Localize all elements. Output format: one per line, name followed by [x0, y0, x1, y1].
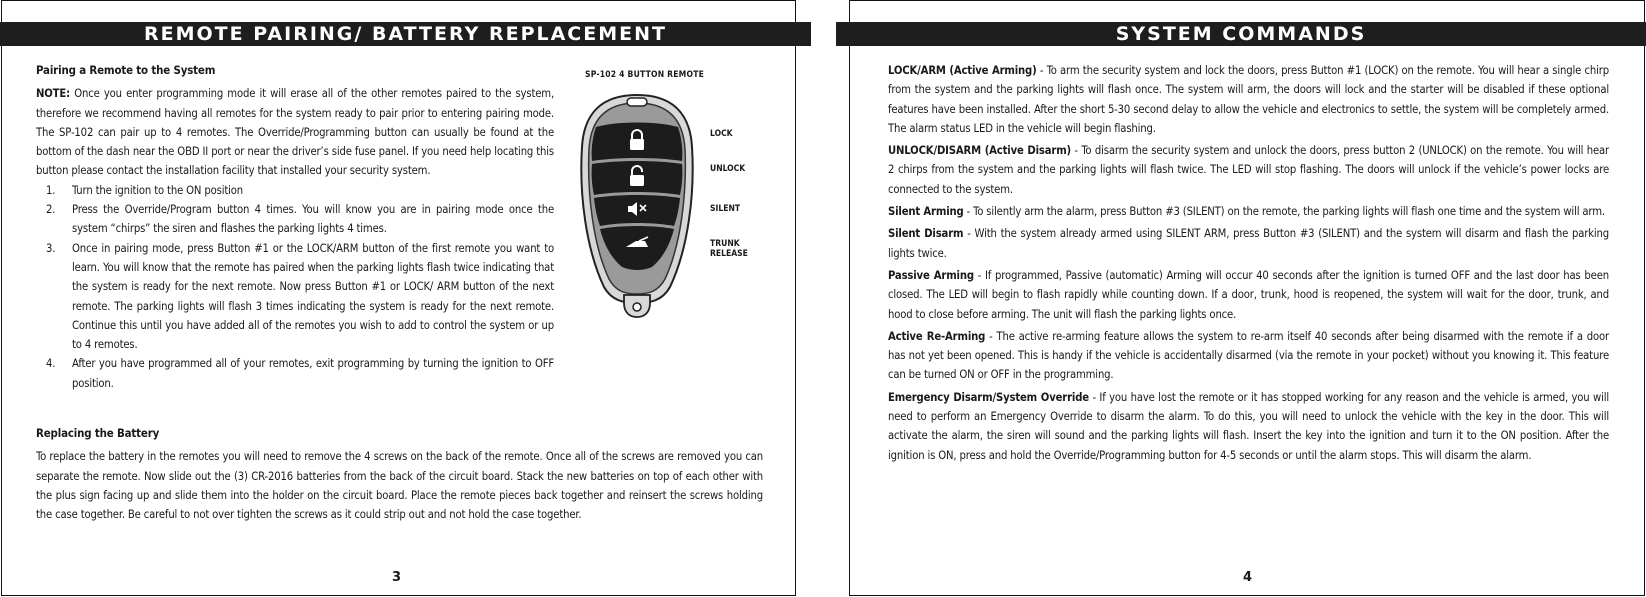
- command-title: Silent Disarm: [888, 227, 964, 241]
- step-number: 1.: [46, 183, 56, 197]
- command-text: - With the system already armed using SILENT ARM, press Button #3 (SILENT) and the system will disarm and flash the parking lights twice.: [888, 227, 1610, 260]
- note-paragraph: [36, 84, 554, 180]
- right-page: [849, 0, 1645, 596]
- pairing-steps: [36, 181, 554, 393]
- step-item: [36, 354, 554, 393]
- pairing-heading: Pairing a Remote to the System: [36, 63, 216, 77]
- command-text: - To disarm the security system and unlock the doors, press button 2 (UNLOCK) on the remote. You will hear 2 chirps from the system and the parking lights will flash twice. The LED will stop flashing. The doors will unlock if the vehicle’s power locks are connected to the system.: [888, 144, 1609, 196]
- silent-label: SILENT: [710, 204, 741, 214]
- battery-section: [36, 424, 763, 524]
- battery-paragraph: To replace the battery in the remotes you will need to remove the 4 screws on the back of the remote. Once all of the screws are removed you can separate the remote. Now slide out the (3) CR-2016 batteries from the back of the circuit board. Stack the new batteries on top of each other with the plus sign facing up and slide them into the holder on the circuit board. Place the remote pieces back together and reinsert the screws holding the case together. Be careful to not over tighten the screws as it could strip out and not hold the case together.: [36, 450, 763, 522]
- commands-section: [888, 61, 1609, 465]
- left-banner: REMOTE PAIRING/ BATTERY REPLACEMENT: [0, 22, 811, 46]
- command-paragraph: [888, 388, 1609, 465]
- command-text: - The active re-arming feature allows the system to re-arm itself 40 seconds after being disarmed with the remote if a door has not yet been opened. This is handy if the vehicle is accidentally disarmed (via the remote in your pocket) without you knowing it. This feature can be turned ON or OFF in the programming.: [888, 329, 1609, 382]
- right-banner: SYSTEM COMMANDS: [836, 22, 1646, 46]
- pairing-section: [36, 61, 554, 393]
- command-paragraph: [888, 327, 1609, 385]
- command-title: Passive Arming: [888, 268, 974, 282]
- page-number: 4: [1243, 570, 1253, 585]
- step-text: Press the Override/Program button 4 times. You will know you are in pairing mode once the system “chirps” the siren and flashes the parking lights 4 times.: [72, 203, 554, 236]
- battery-heading: Replacing the Battery: [36, 426, 160, 440]
- trunk-release-label: TRUNK RELEASE: [710, 239, 748, 259]
- step-number: 3.: [46, 241, 56, 255]
- command-title: Silent Arming: [888, 205, 964, 219]
- command-paragraph: [888, 141, 1609, 199]
- page-number: 3: [392, 570, 402, 585]
- command-paragraph: [888, 61, 1609, 138]
- command-paragraph: [888, 202, 1609, 221]
- step-item: [36, 239, 554, 355]
- note-label: NOTE:: [36, 87, 70, 101]
- command-title: Active Re-Arming: [888, 329, 986, 343]
- command-text: - If you have lost the remote or it has stopped working for any reason and the vehicle is armed, you will need to perform an Emergency Override to disarm the alarm. To do this, you will need to unlock the vehicle with the key in the door. This will activate the alarm, the siren will sound and the parking lights will flash. Insert the key into the ignition and turn it to the ON position. After the ignition is ON, press and hold the Override/Programming button for 4-5 seconds or until the alarm stops. This will disarm the alarm.: [888, 390, 1610, 462]
- remote-title: SP-102 4 BUTTON REMOTE: [585, 70, 705, 80]
- led-indicator: [627, 98, 647, 106]
- command-title: Emergency Disarm/System Override: [888, 390, 1089, 404]
- step-item: [36, 181, 554, 200]
- left-page: [1, 0, 796, 596]
- unlock-label: UNLOCK: [710, 164, 746, 174]
- remote-illustration: [562, 89, 712, 319]
- note-text: Once you enter programming mode it will erase all of the other remotes paired to the system, therefore we recommend having all remotes for the system ready to pair prior to entering pairing mode. The SP-102 can pair up to 4 remotes. The Override/Programming button can usually be found at the bottom of the dash near the OBD II port or near the driver’s side fuse panel. If you need help locating this button please contact the installation facility that installed your security system.: [36, 87, 554, 178]
- step-number: 4.: [46, 357, 56, 371]
- command-text: - If programmed, Passive (automatic) Arming will occur 40 seconds after the ignition is turned OFF and the last door has been closed. The LED will begin to flash rapidly while counting down. If a door, trunk, hood is reopened, the system will wait for the door, trunk, and hood to close before arming. The unit will flash the parking lights once.: [888, 268, 1609, 321]
- step-number: 2.: [46, 203, 56, 217]
- command-paragraph: [888, 266, 1609, 324]
- command-title: UNLOCK/DISARM (Active Disarm): [888, 144, 1071, 158]
- step-text: Turn the ignition to the ON position: [72, 183, 244, 197]
- command-text: - To arm the security system and lock the doors, press Button #1 (LOCK) on the remote. You will hear a single chirp from the system and the parking lights will flash once. The system will arm, the doors will lock and the starter will be disabled if these optional features have been installed. After the short 5-30 second delay to allow the vehicle and electronics to settle, the system will be completely armed. The alarm status LED in the vehicle will begin flashing.: [888, 64, 1609, 135]
- command-title: LOCK/ARM (Active Arming): [888, 64, 1037, 77]
- lock-label: LOCK: [710, 129, 733, 139]
- step-item: [36, 200, 554, 239]
- step-text: After you have programmed all of your remotes, exit programming by turning the ignition to OFF position.: [72, 357, 554, 390]
- step-text: Once in pairing mode, press Button #1 or the LOCK/ARM button of the first remote you want to learn. You will know that the remote has paired when the parking lights flash twice indicating that the system is ready for the next remote. Now press Button #1 or LOCK/ ARM button of the next remote. The parking lights will flash 3 times indicating the system is ready for the next remote. Continue this until you have added all of the remotes you wish to add to control the system or up to 4 remotes.: [72, 241, 554, 352]
- command-text: - To silently arm the alarm, press Button #3 (SILENT) on the remote, the parking lights will flash one time and the system will arm.: [963, 205, 1605, 219]
- command-paragraph: [888, 224, 1609, 263]
